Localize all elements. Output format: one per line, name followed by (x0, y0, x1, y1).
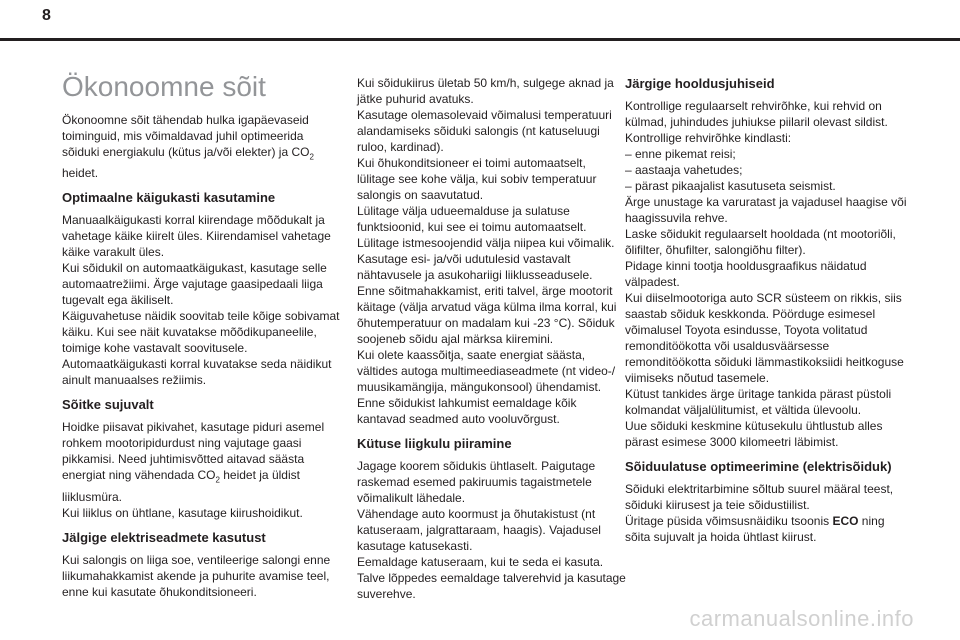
heading-maintenance: Järgige hooldusjuhiseid (625, 76, 775, 91)
page-number: 8 (42, 7, 51, 24)
eco-label: ECO (832, 514, 859, 528)
column-2 (357, 75, 627, 602)
heading-gearbox: Optimaalne käigukasti kasutamine (62, 190, 276, 206)
electrical-continued-paragraph: Kui sõidukiirus ületab 50 km/h, sulgege aknad ja jätke puhurid avatuks. Kasutage olemasolevaid võimalusi temperatuuri alandamiseks sõiduki salongis (nt katuseluugi ruloo, kardinad). Kui õhukonditsioneer ei toimi automaatselt, lülitage see kohe välja, kui sobiv temperatuur salongis on saavutatud. Lülitage välja udueemalduse ja sulatuse funktsioonid, kui see ei toimu automaatselt. Lülitage istmesoojendid välja niipea kui võimalik. Kasutage esi- ja/või udutulesid vastavalt nähtavusele ja asukohariigi liiklusseadusele. Enne sõitmahakkamist, eriti talvel, ärge mootorit käitage (välja arvatud väga külma ilma korral, kui õhutemperatuur on madalam kui -23 °C). Sõiduk soojeneb sõidu ajal märksa kiiremini. Kui olete kaassõitja, saate energiat säästa, vältides autoga multimeediaseadmete (nt video-/ muusikamängija, mängukonsool) ühendamist. Enne sõidukist lahkumist eemaldage kõik kantavad seadmed auto vooluvõrgust. (357, 76, 617, 426)
column-1 (62, 70, 340, 600)
heading-electrical: Jälgige elektriseadmete kasutust (62, 529, 266, 545)
electric-range-paragraph: Sõiduki elektritarbimine sõltub suurel määral teest, sõiduki kiirusest ja teie sõidustiilist. Üritage püsida võimsusnäidiku tsoonis ECO ning sõita sujuvalt ja hoida ühtlast kiirust. (625, 482, 894, 544)
gearbox-paragraph: Manuaalkäigukasti korral kiirendage mõõdukalt ja vahetage käike kiirelt üles. Kiirendamisel vahetage käike varakult üles. Kui sõidukil on automaatkäigukast, kasutage selle automaatrežiimi. Ärge vajutage gaasipedaali liiga tugevalt ega äkiliselt. Käiguvahetuse näidik soovitab teile kõige sobivamat käiku. Kui see näit kuvatakse mõõdikupaneelile, toimige kohe vastavalt soovitusele. Automaatkäigukasti korral kuvatakse seda näidikut ainult manuaalses režiimis. (62, 213, 340, 388)
smooth-driving-paragraph: Hoidke piisavat pikivahet, kasutage piduri asemel rohkem mootoripidurdust ning vajutage gaasi pikkamisi. Need juhtimisvõtted aitavad säästa energiat ning vähendada $CO_2$ heidet ja üldist liiklusmüra. Kui liiklus on ühtlane, kasutage kiirushoidikut. (62, 420, 325, 520)
watermark: carmanualsonline.info (689, 606, 914, 631)
column-3 (625, 75, 907, 545)
heading-smooth-driving: Sõitke sujuvalt (62, 397, 154, 413)
maintenance-paragraph: Kontrollige regulaarselt rehvirõhke, kui rehvid on külmad, juhindudes juhiukse piilaril olevast sildist. Kontrollige rehvirõhke kindlasti: – enne pikemat reisi; – aastaaja vahetudes; – pärast pikaajalist kasutuseta seismist. Ärge unustage ka varuratast ja vajadusel haagise või haagissuvila rehve. Laske sõidukit regulaarselt hooldada (nt mootoriõli, õlifilter, õhufilter, salongiõhu filter). Pidage kinni tootja hooldusgraafikus näidatud välpadest. Kui diiselmootoriga auto SCR süsteem on rikkis, siis saastab sõiduk keskkonda. Pöörduge esimesel võimalusel Toyota esindusse, Toyota volitatud remonditöökotta või usaldusväärsesse remonditöökotta sõiduki lämmastikoksiidi heitkoguse viimiseks nõutud tasemele. Kütust tankides ärge üritage tankida pärast püstoli kolmandat väljalülitumist, et vältida ülevoolu. Uue sõiduki keskmine kütusekulu ühtlustub alles pärast esimese 3000 kilomeetri läbimist. (625, 99, 907, 449)
electrical-paragraph: Kui salongis on liiga soe, ventileerige salongi enne liikumahakkamist akende ja puhurite avamise teel, enne kui kasutate õhukonditsioneeri. (62, 552, 331, 599)
heading-electric-range: Sõiduulatuse optimeerimine (elektrisõiduk) (625, 459, 892, 474)
intro-paragraph: Ökonoomne sõit tähendab hulka igapäevaseid toiminguid, mis võimaldavad juhil optimeerida sõiduki energiakulu (kütus ja/või elekter) ja $CO_2$ heidet. (62, 113, 314, 181)
load-paragraph: Jagage koorem sõidukis ühtlaselt. Paigutage raskemad esemed pakiruumis tagaistmetele võimalikult lähedale. Vähendage auto koormust ja õhutakistust (nt katuseraam, jalgrattaraam, haagis). Vajadusel kasutage katusekasti. Eemaldage katuseraam, kui te seda ei kasuta. Talve lõppedes eemaldage talverehvid ja kasutage suverehve. (357, 459, 626, 601)
page-title: Ökonoomne sõit (62, 71, 266, 102)
header-rule (0, 38, 960, 41)
heading-load: Kütuse liigkulu piiramine (357, 436, 512, 451)
